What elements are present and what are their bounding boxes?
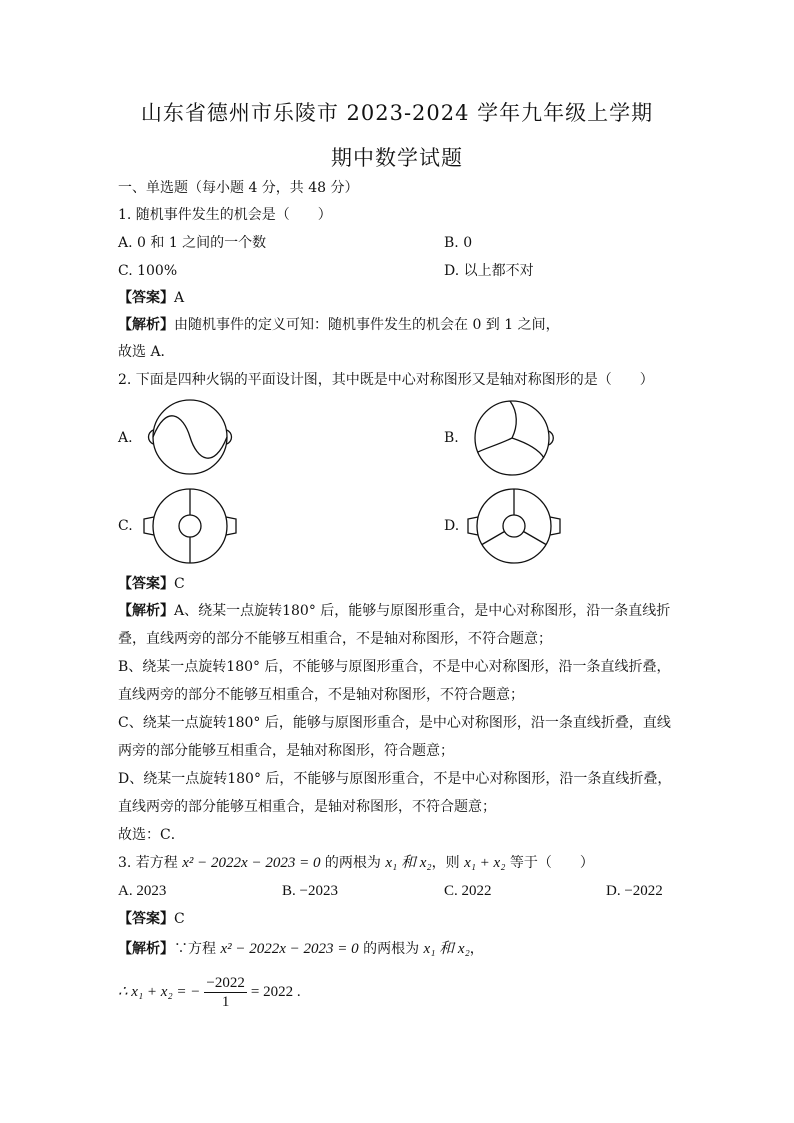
q3-analysis <box>118 939 484 959</box>
q1-option-d: D. 以上都不对 <box>444 263 534 279</box>
q2-option-d-label: D. <box>444 518 460 534</box>
answer-label: 【答案】 <box>118 576 174 592</box>
q3-fraction <box>204 974 246 1011</box>
q3-formula-left: ∴ x₁ + x₂ = − <box>118 984 201 1000</box>
q2-conclusion: 故选：C． <box>118 827 185 843</box>
q1-analysis <box>118 315 560 335</box>
q1-conclusion: 故选 A． <box>118 344 175 360</box>
analysis-label: 【解析】 <box>118 317 174 333</box>
q3-analysis-suffix: ， <box>469 941 484 957</box>
q2-analysis-line-1 <box>118 601 670 621</box>
q1-option-b: B. 0 <box>444 235 473 251</box>
section-heading: 一、单选题（每小题 4 分，共 48 分） <box>118 180 359 196</box>
analysis-label: 【解析】 <box>118 603 174 619</box>
q3-option-a: A. 2023 <box>118 883 167 899</box>
q3-roots: x₁ 和 x₂ <box>385 855 432 871</box>
q3-sum: x₁ + x₂ <box>464 855 506 871</box>
q3-option-c: C. 2022 <box>444 883 492 899</box>
q2-figure-b <box>466 396 566 480</box>
q2-analysis-line-2: 叠，直线两旁的部分不能够互相重合，不是轴对称图形，不符合题意； <box>118 631 552 647</box>
q2-answer-value: C <box>174 576 185 592</box>
q2-stem: 2. 下面是四种火锅的平面设计图，其中既是中心对称图形又是轴对称图形的是（ ） <box>118 372 654 388</box>
q3-stem-mid: 的两根为 <box>320 855 386 871</box>
q1-analysis-text: 由随机事件的定义可知：随机事件发生的机会在 0 到 1 之间， <box>174 317 560 333</box>
q2-option-a-label: A. <box>118 430 133 446</box>
q3-analysis-prefix: ∵方程 <box>174 941 221 957</box>
title-line-2: 期中数学试题 <box>331 146 463 170</box>
q1-answer-value: A <box>174 290 185 306</box>
q2-analysis-text-1: A、绕某一点旋转180° 后，能够与原图形重合，是中心对称图形，沿一条直线折 <box>174 603 671 619</box>
q3-option-d: D. −2022 <box>606 883 663 899</box>
q2-analysis-line-6: 两旁的部分能够互相重合，是轴对称图形，符合题意； <box>118 743 454 759</box>
q3-stem-mid2: ，则 <box>431 855 465 871</box>
q3-analysis-equation: x² − 2022x − 2023 = 0 <box>220 941 359 957</box>
q3-stem <box>118 853 594 873</box>
q3-numerator: −2022 <box>206 974 245 991</box>
q2-analysis-line-4: 直线两旁的部分不能够互相重合，不是轴对称图形，不符合题意； <box>118 687 524 703</box>
q3-formula <box>118 972 301 1012</box>
q2-analysis-line-3: B、绕某一点旋转180° 后，不能够与原图形重合，不是中心对称图形，沿一条直线折叠， <box>118 659 671 675</box>
q2-answer <box>118 574 185 594</box>
q2-analysis-line-7: D、绕某一点旋转180° 后，不能够与原图形重合，不是中心对称图形，沿一条直线折叠， <box>118 771 672 787</box>
q2-figure-c <box>140 484 240 568</box>
q2-figure-a <box>138 396 242 478</box>
q3-answer-value: C <box>174 911 185 927</box>
q3-analysis-roots: x₁ 和 x₂ <box>423 941 470 957</box>
q3-stem-prefix: 3. 若方程 <box>118 855 183 871</box>
q3-equation: x² − 2022x − 2023 = 0 <box>182 855 321 871</box>
q3-stem-suffix: 等于（ ） <box>505 855 594 871</box>
q1-stem: 1. 随机事件发生的机会是（ ） <box>118 207 332 223</box>
q2-analysis-line-8: 直线两旁的部分能够互相重合，是轴对称图形，不符合题意； <box>118 799 496 815</box>
q3-answer <box>118 909 185 929</box>
q2-analysis-line-5: C、绕某一点旋转180° 后，能够与原图形重合，是中心对称图形，沿一条直线折叠，直线 <box>118 715 671 731</box>
q2-option-b-label: B. <box>444 430 459 446</box>
q1-answer <box>118 288 184 308</box>
title-line-1: 山东省德州市乐陵市 2023-2024 学年九年级上学期 <box>140 101 654 125</box>
answer-label: 【答案】 <box>118 290 174 306</box>
q1-option-c: C. 100% <box>118 263 178 279</box>
q2-option-c-label: C. <box>118 518 133 534</box>
q3-analysis-mid: 的两根为 <box>358 941 424 957</box>
q3-option-b: B. −2023 <box>282 883 338 899</box>
q1-option-a: A. 0 和 1 之间的一个数 <box>118 235 267 251</box>
q2-figure-d <box>464 484 564 568</box>
q3-denominator: 1 <box>221 993 230 1010</box>
analysis-label: 【解析】 <box>118 941 174 957</box>
answer-label: 【答案】 <box>118 911 174 927</box>
q3-formula-result: = 2022 . <box>250 984 301 1000</box>
